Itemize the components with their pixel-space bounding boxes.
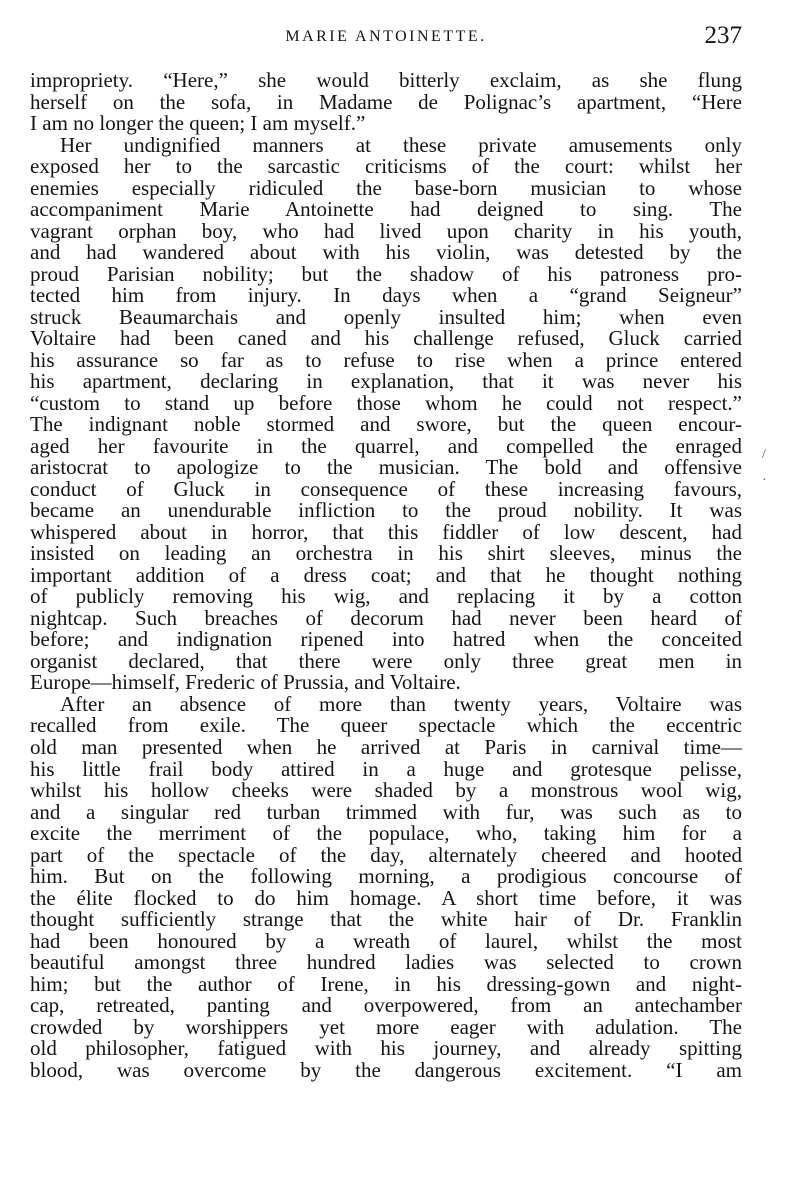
text-line: nightcap. Such breaches of decorum had never been heard of — [30, 605, 742, 630]
text-line: the élite flocked to do him homage. A short time before, it was — [30, 885, 742, 910]
text-line: had been honoured by a wreath of laurel, whilst the most — [30, 928, 742, 953]
text-line: his apartment, declaring in explanation, that it was never his — [30, 369, 742, 394]
text-line: vagrant orphan boy, who had lived upon charity in his youth, — [30, 218, 742, 243]
text-line: accompaniment Marie Antoinette had deigned to sing. The — [30, 197, 742, 222]
text-line: blood, was overcome by the dangerous excitement. “I am — [30, 1057, 742, 1082]
text-line: him; but the author of Irene, in his dressing-gown and night- — [30, 971, 742, 996]
text-line: before; and indignation ripened into hatred when the conceited — [30, 627, 742, 652]
text-line: I am no longer the queen; I am myself.” — [30, 111, 366, 136]
body-text — [30, 70, 742, 1081]
text-line: whilst his hollow cheeks were shaded by a monstrous wool wig, — [30, 778, 742, 803]
page-header — [30, 22, 742, 56]
margin-mark: / — [762, 447, 766, 462]
text-line: enemies especially ridiculed the base-born musician to whose — [30, 175, 742, 200]
text-line: crowded by worshippers yet more eager with adulation. The — [30, 1014, 742, 1039]
text-line: proud Parisian nobility; but the shadow of his patroness pro- — [30, 261, 742, 286]
text-line: exposed her to the sarcastic criticisms of the court: whilst her — [30, 154, 742, 179]
text-line: part of the spectacle of the day, alternately cheered and hooted — [30, 842, 742, 867]
text-line: important addition of a dress coat; and that he thought nothing — [30, 562, 742, 587]
text-line: aristocrat to apologize to the musician. The bold and offensive — [30, 455, 742, 480]
text-line: thought sufficiently strange that the white hair of Dr. Franklin — [30, 907, 742, 932]
text-line: cap, retreated, panting and overpowered, from an antechamber — [30, 993, 742, 1018]
text-line: excite the merriment of the populace, who, taking him for a — [30, 821, 742, 846]
text-line: Voltaire had been caned and his challenge refused, Gluck carried — [30, 326, 742, 351]
text-line: conduct of Gluck in consequence of these increasing favours, — [30, 476, 742, 501]
text-line: impropriety. “Here,” she would bitterly exclaim, as she flung — [30, 68, 742, 92]
text-line: After an absence of more than twenty years, Voltaire was — [60, 691, 742, 716]
text-line: beautiful amongst three hundred ladies was selected to crown — [30, 950, 742, 975]
text-line: of publicly removing his wig, and replacing it by a cotton — [30, 584, 742, 609]
text-line: his little frail body attired in a huge and grotesque pelisse, — [30, 756, 742, 781]
text-line: old man presented when he arrived at Paris in carnival time— — [30, 734, 742, 759]
margin-mark: · — [762, 473, 767, 488]
text-line: him. But on the following morning, a prodigious concourse of — [30, 864, 742, 889]
text-line: “custom to stand up before those whom he could not respect.” — [30, 390, 742, 415]
text-line: his assurance so far as to refuse to rise when a prince entered — [30, 347, 742, 372]
text-line: Her undignified manners at these private amusements only — [60, 132, 742, 157]
text-line: recalled from exile. The queer spectacle which the eccentric — [30, 713, 742, 738]
text-line: The indignant noble stormed and swore, but the queen encour- — [30, 412, 742, 437]
text-line: and had wandered about with his violin, was detested by the — [30, 240, 742, 265]
text-line: whispered about in horror, that this fiddler of low descent, had — [30, 519, 742, 544]
text-line: tected him from injury. In days when a “grand Seigneur” — [30, 283, 742, 308]
text-line: struck Beaumarchais and openly insulted him; when even — [30, 304, 742, 329]
text-line: organist declared, that there were only three great men in — [30, 648, 742, 673]
text-line: insisted on leading an orchestra in his shirt sleeves, minus the — [30, 541, 742, 566]
text-line: aged her favourite in the quarrel, and compelled the enraged — [30, 433, 742, 458]
text-line: old philosopher, fatigued with his journey, and already spitting — [30, 1036, 742, 1061]
text-line: Europe—himself, Frederic of Prussia, and Voltaire. — [30, 670, 461, 695]
text-line: became an unendurable infliction to the proud nobility. It was — [30, 498, 742, 523]
page-number: 237 — [704, 22, 742, 49]
running-title: MARIE ANTOINETTE. — [285, 28, 487, 45]
book-page — [30, 22, 742, 1081]
text-line: and a singular red turban trimmed with fur, was such as to — [30, 799, 742, 824]
text-line: herself on the sofa, in Madame de Polignac’s apartment, “Here — [30, 89, 742, 114]
